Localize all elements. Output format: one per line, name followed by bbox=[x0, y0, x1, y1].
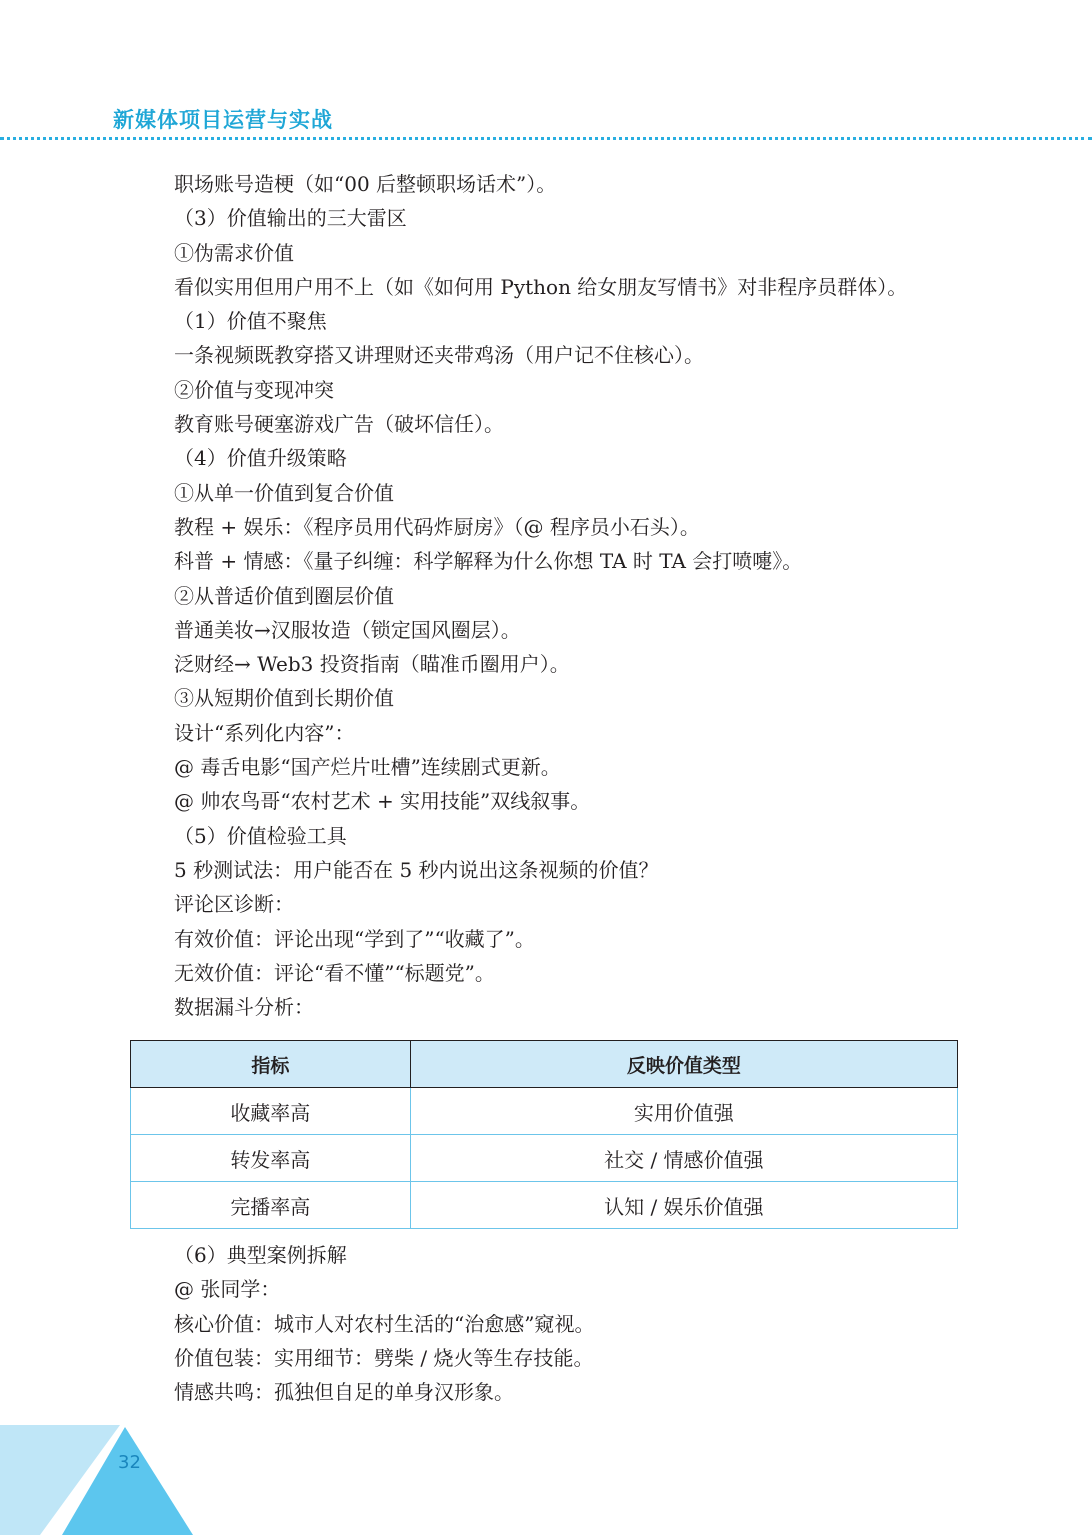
text-line: 有效价值：评论出现“学到了”“收藏了”。 bbox=[174, 926, 535, 951]
text-line: 情感共鸣：孤独但自足的单身汉形象。 bbox=[174, 1380, 514, 1405]
table-cell: 实用价值强 bbox=[410, 1088, 957, 1135]
text-line: ③从短期价值到长期价值 bbox=[174, 686, 394, 711]
header-dotted-rule bbox=[0, 137, 1092, 140]
text-line: ②价值与变现冲突 bbox=[174, 377, 334, 402]
text-line: ①伪需求价值 bbox=[174, 240, 294, 265]
table-cell: 完播率高 bbox=[131, 1182, 411, 1229]
text-line: @ 张同学： bbox=[174, 1277, 281, 1302]
text-line: @ 毒舌电影“国产烂片吐槽”连续剧式更新。 bbox=[174, 755, 561, 780]
section-heading: （5）价值检验工具 bbox=[174, 823, 347, 848]
text-line: 普通美妆→汉服妆造（锁定国风圈层）。 bbox=[174, 617, 521, 642]
section-heading: （4）价值升级策略 bbox=[174, 446, 347, 471]
table-cell: 转发率高 bbox=[131, 1135, 411, 1182]
table-header-metric: 指标 bbox=[131, 1041, 411, 1088]
text-line: 无效价值：评论“看不懂”“标题党”。 bbox=[174, 960, 495, 985]
text-line: 5 秒测试法：用户能否在 5 秒内说出这条视频的价值？ bbox=[174, 857, 659, 882]
text-line: 数据漏斗分析： bbox=[174, 995, 314, 1020]
corner-decoration bbox=[0, 1425, 200, 1535]
text-line: 教育账号硬塞游戏广告（破坏信任）。 bbox=[174, 412, 504, 437]
text-line: ①从单一价值到复合价值 bbox=[174, 480, 394, 505]
text-line: 价值包装：实用细节：劈柴 / 烧火等生存技能。 bbox=[174, 1345, 594, 1370]
table-cell: 认知 / 娱乐价值强 bbox=[410, 1182, 957, 1229]
text-line: 评论区诊断： bbox=[174, 892, 294, 917]
text-line: 一条视频既教穿搭又讲理财还夹带鸡汤（用户记不住核心）。 bbox=[174, 343, 704, 368]
running-header-title: 新媒体项目运营与实战 bbox=[113, 108, 333, 132]
text-line: ②从普适价值到圈层价值 bbox=[174, 583, 394, 608]
table-header-row bbox=[131, 1041, 958, 1088]
body-text-continued bbox=[174, 1238, 994, 1409]
section-heading: （6）典型案例拆解 bbox=[174, 1243, 347, 1267]
table-cell: 社交 / 情感价值强 bbox=[410, 1135, 957, 1182]
text-line: 科普 + 情感：《量子纠缠：科学解释为什么你想 TA 时 TA 会打喷嚏》。 bbox=[174, 549, 803, 574]
text-line: 职场账号造梗（如“00 后整顿职场话术”）。 bbox=[174, 172, 557, 196]
text-line: 教程 + 娱乐：《程序员用代码炸厨房》（@ 程序员小石头）。 bbox=[174, 514, 700, 539]
table-header-value-type: 反映价值类型 bbox=[410, 1041, 957, 1088]
body-text bbox=[174, 167, 994, 1024]
table-row bbox=[131, 1135, 958, 1182]
table-row bbox=[131, 1182, 958, 1229]
page-number: 32 bbox=[118, 1452, 141, 1473]
table-row bbox=[131, 1088, 958, 1135]
text-line: @ 帅农鸟哥“农村艺术 + 实用技能”双线叙事。 bbox=[174, 789, 591, 814]
text-line: 设计“系列化内容”： bbox=[174, 720, 355, 745]
funnel-analysis-table bbox=[130, 1040, 958, 1229]
text-line: 看似实用但用户用不上（如《如何用 Python 给女朋友写情书》对非程序员群体）。 bbox=[174, 274, 908, 299]
section-heading: （1）价值不聚焦 bbox=[174, 309, 327, 334]
text-line: 泛财经→ Web3 投资指南（瞄准币圈用户）。 bbox=[174, 652, 570, 677]
text-line: 核心价值：城市人对农村生活的“治愈感”窥视。 bbox=[174, 1311, 595, 1336]
section-heading: （3）价值输出的三大雷区 bbox=[174, 206, 407, 231]
table-cell: 收藏率高 bbox=[131, 1088, 411, 1135]
